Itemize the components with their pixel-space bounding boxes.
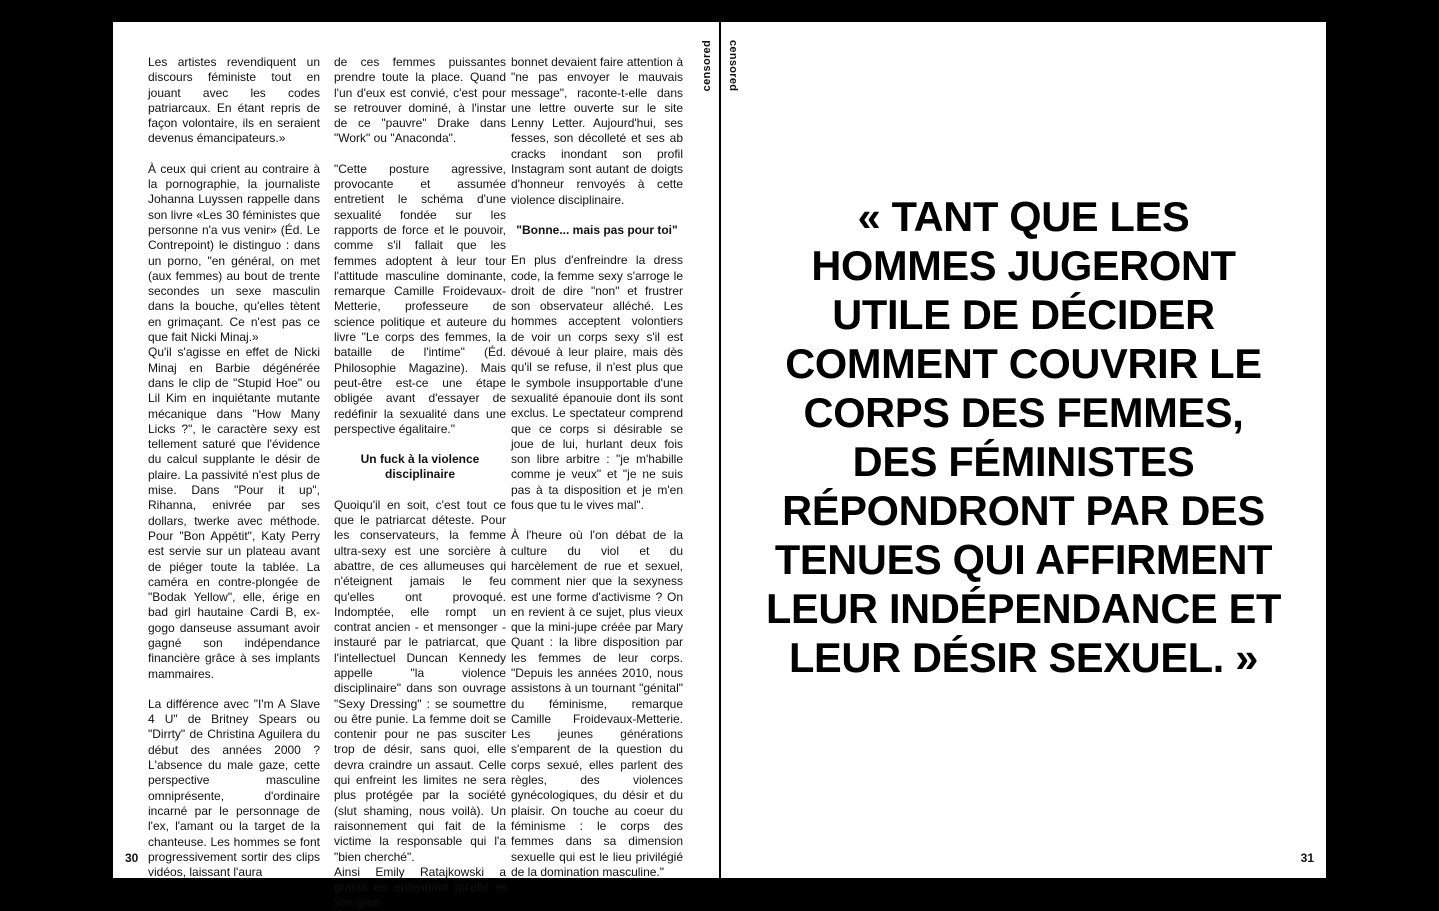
paragraph: bonnet devaient faire attention à "ne pas envoyer le mauvais message", raconte-t-elle dans une lettre ouverte sur le site Lenny Letter. Aujourd'hui, ses fesses, son décolleté et ses ab cracks inondant son profil Instagram sont autant de doigts d'honneur renvoyés à cette violence disciplinaire. xyxy=(511,55,683,207)
paragraph: À l'heure où l'on débat de la culture du viol et du harcèlement de rue et sexuel, comment nier que la sexyness est une forme d'activisme ? On en revient à ce sujet, plus vieux que la mini-jupe créée par Mary Quant : la libre disposition par les femmes de leur corps. "Depuis les années 2010, nous assistons à un tournant "génital" du féminisme, remarque Camille Froidevaux-Metterie. Les jeunes générations s'emparent de la question du corps sexué, elles parlent des règles, des violences gynécologiques, du désir et du plaisir. On touche au coeur du féminisme : le corps des femmes dans sa dimension sexuelle qui est le lieu privilégié de la domination masculine." xyxy=(511,528,683,879)
pull-quote-line: DES FÉMINISTES xyxy=(852,438,1195,485)
subheading: Un fuck à la violence disciplinaire xyxy=(360,452,480,482)
left-page xyxy=(113,22,719,910)
pull-quote-line: CORPS DES FEMMES, xyxy=(803,389,1244,436)
page-number: 30 xyxy=(125,851,139,865)
pull-quote-line: COMMENT COUVRIR LE xyxy=(785,340,1262,387)
pull-quote-line: TENUES QUI AFFIRMENT xyxy=(774,536,1273,583)
paragraph: de ces femmes puissantes prendre toute la place. Quand l'un d'eux est convié, c'est pour se retrouver dominé, à l'instar de ce "pauvre" Drake dans "Work" ou "Anaconda". xyxy=(334,55,506,146)
text-column-2 xyxy=(334,55,506,911)
paragraph: "Cette posture agressive, provocante et assumée entretient le schéma d'une sexualité fondée sur les rapports de force et le pouvoir, comme s'il fallait que les femmes adoptent à leur tour l'attitude masculine dominante, remarque Camille Froidevaux-Metterie, professeure de science politique et auteure du livre "Le corps des femmes, la bataille de l'intime" (Éd. Philosophie Magazine). Mais peut-être est-ce une étape obligée avant d'essayer de redéfinir la sexualité dans une perspective égalitaire." xyxy=(334,161,506,436)
paragraph: Quoiqu'il en soit, c'est tout ce que le patriarcat déteste. Pour les conservateurs, la femme ultra-sexy est une sorcière à abattre, de ces allumeuses qui n'éteignent jamais le feu qu'elles ont provoqué. Indomptée, elle rompt un contrat ancien - et mensonger - instauré par le patriarcat, que l'intellectuel Duncan Kennedy appelle "la violence disciplinaire" dans son ouvrage "Sexy Dressing" : se soumettre ou être punie. La femme doit se contenir pour ne pas susciter trop de désir, sans quoi, elle devra craindre un assaut. Celle qui enfreint les limites ne sera plus protégée par la société (slut shaming, nous voilà). Un raisonnement qui fait de la victime la responsable qui l'a "bien cherché". xyxy=(334,497,506,864)
pull-quote-line: LEUR DÉSIR SEXUEL. » xyxy=(788,634,1259,681)
page-number: 31 xyxy=(1300,851,1314,865)
text-column-3 xyxy=(511,55,683,880)
paragraph: La différence avec "I'm A Slave 4 U" de Britney Spears ou "Dirrty" de Christina Aguilera du début des années 2000 ? L'absence du male gaze, cette perspective masculine omniprésente, d'ordinaire incarné par le personnage de l'ex, l'amant ou la target de la chanteuse. Les hommes se font progressivement sortir des clips vidéos, laissant l'aura xyxy=(148,696,320,880)
paragraph-gap xyxy=(148,682,320,697)
paragraph: En plus d'enfreindre la dress code, la femme sexy s'arroge le droit de dire "non" et frustrer son observateur alléché. Les hommes acceptent volontiers de voir un corps sexy s'il est dévoué à leur plaire, mais dès qu'il se refuse, il n'est plus que le symbole insupportable d'une sexualité épanouie dont ils sont exclus. Le spectateur comprend que ce corps si désirable se joue de lui, hurlant deux fois son libre arbitre : "je m'habille comme je veux" et "je ne suis pas à ta disposition et je m'en fous que tu le vives mal". xyxy=(511,253,683,513)
paragraph-gap xyxy=(334,147,506,162)
paragraph: Les artistes revendiquent un discours féministe tout en jouant avec les codes patriarcaux. En étant repris de façon volontaire, ils en seraient devenus émancipateurs.» xyxy=(148,55,320,146)
text-column-1 xyxy=(148,55,320,880)
paragraph-gap xyxy=(511,238,683,253)
right-page xyxy=(721,22,1326,878)
running-tag: censored xyxy=(701,40,713,92)
pull-quote-line: RÉPONDRONT PAR DES xyxy=(782,487,1265,534)
paragraph: Ainsi Emily Ratajkowski a grandi en entendant qu'elle et son gros xyxy=(334,864,506,910)
pull-quote-line: HOMMES JUGERONT xyxy=(811,242,1236,289)
paragraph-gap xyxy=(334,483,506,498)
paragraph: À ceux qui crient au contraire à la pornographie, la journaliste Johanna Luyssen rappelle dans son livre «Les 30 féministes que personne n'a vus venir» (Éd. Le Contrepoint) le distinguo : dans un porno, "en général, on met (aux femmes) au bout de trente secondes un sexe masculin dans la bouche, qu'elles tètent en grimaçant. Ce n'est pas ce que fait Nicki Minaj.» xyxy=(148,161,320,345)
paragraph-gap xyxy=(334,437,506,452)
pull-quote-line: LEUR INDÉPENDANCE ET xyxy=(765,585,1282,632)
pull-quote-line: UTILE DE DÉCIDER xyxy=(832,291,1215,338)
paragraph-gap xyxy=(148,147,320,162)
subheading: "Bonne... mais pas pour toi" xyxy=(516,222,678,237)
pull-quote xyxy=(761,192,1286,682)
paragraph-gap xyxy=(511,513,683,528)
running-tag: censored xyxy=(727,40,739,92)
paragraph-gap xyxy=(511,208,683,223)
pull-quote-line: « TANT QUE LES xyxy=(857,193,1190,240)
paragraph: Qu'il s'agisse en effet de Nicki Minaj en Barbie dégénérée dans le clip de "Stupid Hoe" ou Lil Kim en inquiétante mutante mécanique dans "How Many Licks ?", le caractère sexy est tellement saturé que l'évidence du calcul supplante le désir de plaire. La passivité n'est plus de mise. Dans "Pour it up", Rihanna, enivrée par ses dollars, twerke avec méthode. Pour "Bon Appétit", Katy Perry est servie sur un plateau avant de piéger toute la tablée. La caméra en contre-plongée de "Bodak Yellow", elle, érige en bad girl hautaine Cardi B, ex-gogo danseuse assumant avoir gagné son indépendance financière grâce à ses implants mammaires. xyxy=(148,345,320,681)
